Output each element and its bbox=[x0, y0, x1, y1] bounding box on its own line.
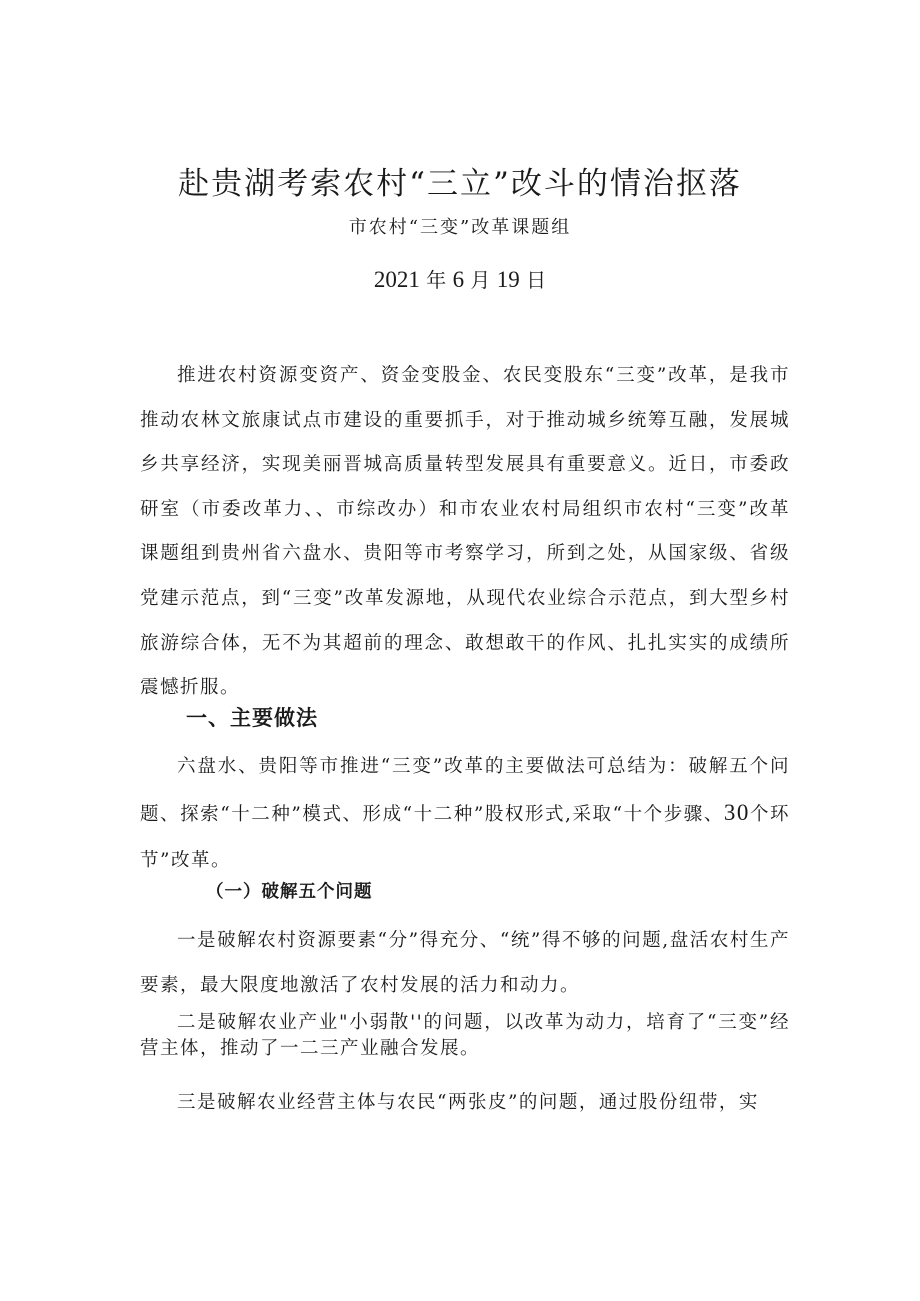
section-paragraph-tail: 个环节”改革。 bbox=[140, 804, 790, 871]
date-day-unit: 日 bbox=[526, 268, 547, 292]
section-paragraph bbox=[140, 744, 790, 884]
date-month-unit: 月 bbox=[470, 268, 491, 292]
date-year-unit: 年 bbox=[426, 268, 447, 292]
problem-item-3: 三是破解农业经营主体与农民“两张皮”的问题，通过股份纽带，实 bbox=[177, 1092, 759, 1113]
date-year: 2021 bbox=[373, 267, 420, 292]
problem-item-2: 二是破解农业产业"小弱散''的问题，以改革为动力，培育了“三变”经营主体，推动了一二三产业融合发展。 bbox=[140, 1012, 790, 1059]
section-heading: 一、主要做法 bbox=[186, 706, 318, 730]
date-month: 6 bbox=[452, 267, 465, 292]
document-author: 市农村“三变”改革课题组 bbox=[348, 217, 572, 238]
section-paragraph-number: 30 bbox=[723, 800, 750, 825]
document-title: 赴贵湖考索农村“三立”改斗的情治抠落 bbox=[178, 166, 742, 202]
intro-paragraph: 推进农村资源变资产、资金变股金、农民变股东“三变”改革，是我市推动农林文旅康试点市建设的重要抓手，对于推动城乡统筹互融，发展城乡共享经济，实现美丽晋城高质量转型发展具有重要意义。近日，市委政研室（市委改革力、、市综改办）和市农业农村局组织市农村“三变”改革课题组到贵州省六盘水、贵阳等市考察学习，所到之处，从国家级、省级党建示范点，到“三变”改革发源地，从现代农业综合示范点，到大型乡村旅游综合体，无不为其超前的理念、敢想敢干的作风、扎扎实实的成绩所震憾折服。 bbox=[140, 365, 790, 699]
date-day: 19 bbox=[496, 267, 520, 292]
problem-item-1: 一是破解农村资源要素“分”得充分、“统”得不够的问题,盘活农村生产要素，最大限度地激活了农村发展的活力和动力。 bbox=[140, 930, 790, 996]
section-paragraph-text: 六盘水、贵阳等市推进“三变”改革的主要做法可总结为：破解五个问题、探索“十二种”模式、形成“十二种”股权形式,采取“十个步骤、 bbox=[140, 756, 790, 825]
document-date bbox=[0, 265, 920, 295]
subsection-heading: （一）破解五个问题 bbox=[206, 882, 373, 902]
